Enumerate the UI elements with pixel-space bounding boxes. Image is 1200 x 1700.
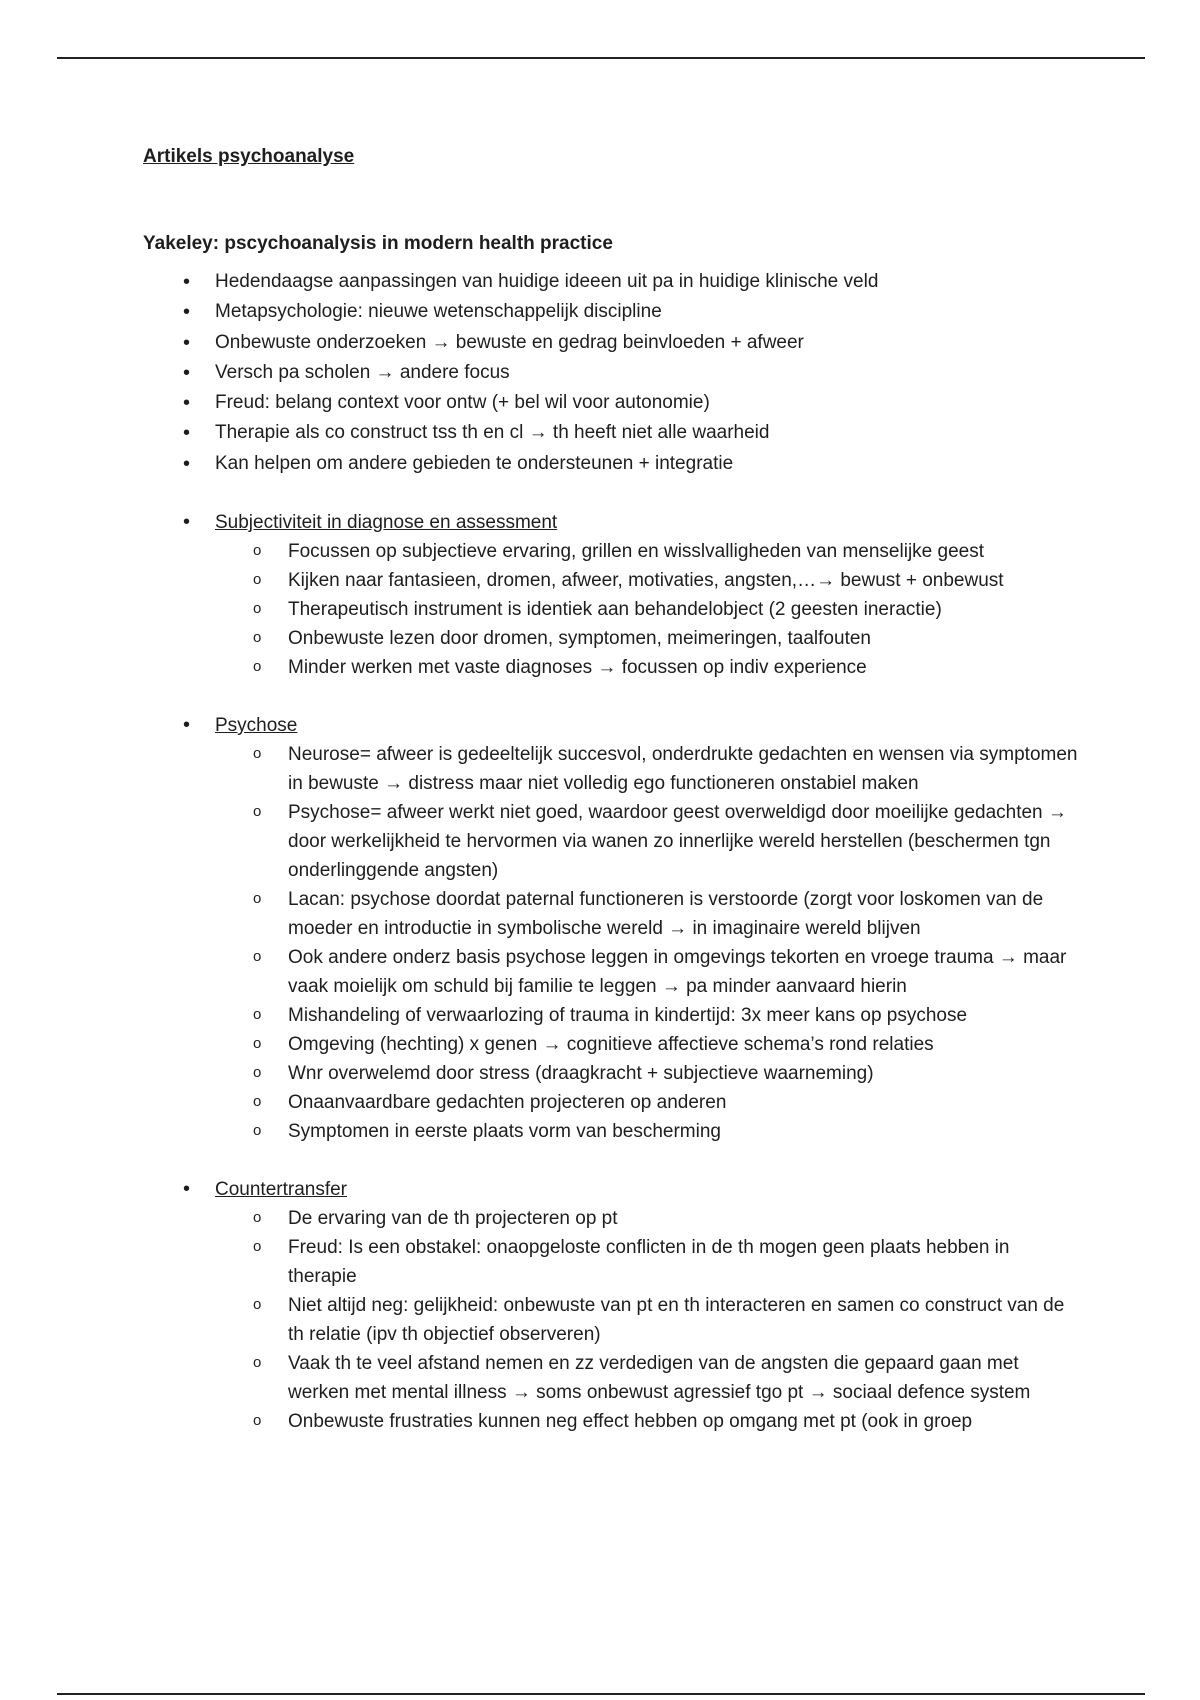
section-subjectiviteit [143, 508, 1083, 682]
sub-list-item: o Omgeving (hechting) x genen → cognitieve affectieve schema’s rond relaties [143, 1030, 1083, 1059]
list-item: • Onbewuste onderzoeken → bewuste en gedrag beinvloeden + afweer [143, 328, 1083, 358]
sub-list-item: o Vaak th te veel afstand nemen en zz verdedigen van de angsten die gepaard gaan met werken met mental illness → soms onbewust agressief tgo pt → sociaal defence system [143, 1349, 1083, 1407]
sub-list-item: o Freud: Is een obstakel: onaopgeloste conflicten in de th mogen geen plaats hebben in therapie [143, 1233, 1083, 1291]
sub-list-item: o De ervaring van de th projecteren op pt [143, 1204, 1083, 1233]
section-title: Psychose [215, 715, 298, 737]
top-bullet-list [143, 267, 1083, 479]
section-psychose [143, 711, 1083, 1146]
list-item: • Hedendaagse aanpassingen van huidige ideeen uit pa in huidige klinische veld [143, 267, 1083, 297]
sub-list-item: o Lacan: psychose doordat paternal functioneren is verstoorde (zorgt voor loskomen van de moeder en introductie in symbolische wereld → in imaginaire wereld blijven [143, 885, 1083, 943]
sub-list-item: o Focussen op subjectieve ervaring, grillen en wisslvalligheden van menselijke geest [143, 537, 1083, 566]
sub-list-item: o Symptomen in eerste plaats vorm van bescherming [143, 1117, 1083, 1146]
section-item [143, 508, 1083, 682]
section-countertransfer [143, 1175, 1083, 1436]
list-item: • Kan helpen om andere gebieden te ondersteunen + integratie [143, 449, 1083, 479]
list-item: • Versch pa scholen → andere focus [143, 358, 1083, 388]
sub-list [215, 537, 1083, 682]
section-item [143, 1175, 1083, 1436]
top-rule [57, 57, 1145, 59]
list-item: • Therapie als co construct tss th en cl → th heeft niet alle waarheid [143, 418, 1083, 448]
sub-list-item: o Minder werken met vaste diagnoses → focussen op indiv experience [143, 653, 1083, 682]
list-item: • Metapsychologie: nieuwe wetenschappelijk discipline [143, 297, 1083, 327]
sub-list-item: o Neurose= afweer is gedeeltelijk succesvol, onderdrukte gedachten en wensen via symptomen in bewuste → distress maar niet volledig ego functioneren onstabiel maken [143, 740, 1083, 798]
sub-list-item: o Onbewuste frustraties kunnen neg effect hebben op omgang met pt (ook in groep [143, 1407, 1083, 1436]
sub-list-item: o Onbewuste lezen door dromen, symptomen, meimeringen, taalfouten [143, 624, 1083, 653]
article-title: Yakeley: pscychoanalysis in modern health practice [143, 233, 613, 254]
sub-list-item: o Wnr overwelemd door stress (draagkracht + subjectieve waarneming) [143, 1059, 1083, 1088]
bottom-rule [57, 1693, 1145, 1695]
sub-list-item: o Psychose= afweer werkt niet goed, waardoor geest overweldigd door moeilijke gedachten → door werkelijkheid te hervormen via wanen zo innerlijke wereld herstellen (beschermen tgn onderlinggende angsten) [143, 798, 1083, 885]
sub-list-item: o Kijken naar fantasieen, dromen, afweer, motivaties, angsten,…→ bewust + onbewust [143, 566, 1083, 595]
section-item [143, 711, 1083, 1146]
sub-list-item: o Therapeutisch instrument is identiek aan behandelobject (2 geesten ineractie) [143, 595, 1083, 624]
sub-list-item: o Onaanvaardbare gedachten projecteren op anderen [143, 1088, 1083, 1117]
section-title: Subjectiviteit in diagnose en assessment [215, 512, 558, 534]
document-body [143, 145, 1083, 1436]
sub-list-item: o Niet altijd neg: gelijkheid: onbewuste van pt en th interacteren en samen co construct van de th relatie (ipv th objectief observeren) [143, 1291, 1083, 1349]
document-title: Artikels psychoanalyse [143, 146, 355, 167]
sub-list-item: o Mishandeling of verwaarlozing of trauma in kindertijd: 3x meer kans op psychose [143, 1001, 1083, 1030]
sub-list [215, 1204, 1083, 1436]
list-item: • Freud: belang context voor ontw (+ bel wil voor autonomie) [143, 388, 1083, 418]
sub-list-item: o Ook andere onderz basis psychose leggen in omgevings tekorten en vroege trauma → maar vaak moielijk om schuld bij familie te leggen → pa minder aanvaard hierin [143, 943, 1083, 1001]
sub-list [215, 740, 1083, 1146]
section-title: Countertransfer [215, 1179, 348, 1201]
